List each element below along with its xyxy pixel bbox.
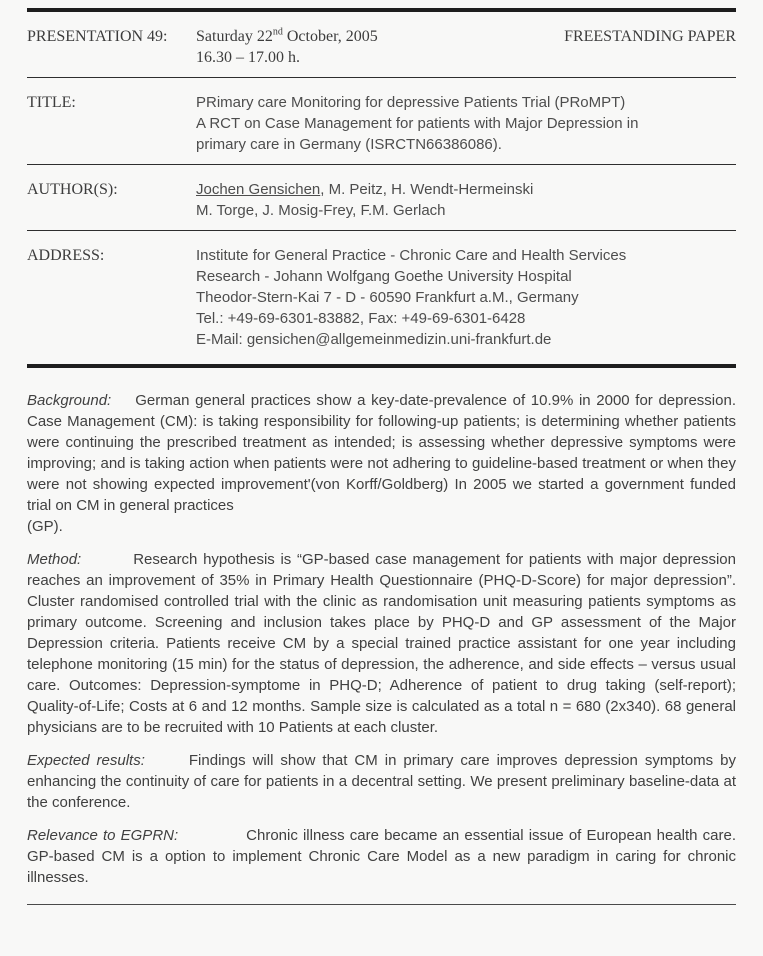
method-text: Research hypothesis is “GP-based case management for patients with major depression reaches an improvement of 35% in Primary Health Questionnaire (PHQ-D-Score) for major depression”. Cluster randomised controlled trial with the clinic as randomisation unit measuring patients symptoms as primary outcome. Screening and inclusion takes place by PHQ-D and GP assessment of the Major Depression criteria. Patients receive CM by a special trained practice assistant for one year including telephone monitoring (15 min) for the status of depression, the adherence, and side effects – versus usual care. Outcomes: Depression-symptome in PHQ-D; Adherence of patient to drug taking (self-report); Quality-of-Life; Costs at 6 and 12 months. Sample size is calculated as a total n = 680 (2x340). 68 general physicians are to be recruited with 10 Patients at each cluster. xyxy=(27,551,736,736)
presentation-label: PRESENTATION 49: xyxy=(27,28,168,45)
paper-type: FREESTANDING PAPER xyxy=(564,28,736,45)
authors-row xyxy=(27,165,736,230)
address-line-1: Institute for General Practice - Chronic Care and Health Services xyxy=(196,247,627,264)
abstract-body xyxy=(27,390,736,888)
section-relevance xyxy=(27,825,736,888)
divider-before-body xyxy=(27,364,736,368)
authors-line-1 xyxy=(196,179,736,200)
method-label: Method: xyxy=(27,551,82,568)
bottom-rule xyxy=(27,904,736,905)
section-background xyxy=(27,390,736,537)
background-text: German general practices show a key-date-prevalence of 10.9% in 2000 for depression. Case Management (CM): is taking responsibility for following-up patients; is determining whether patients were continuing the prescribed treatment as intended; is assessing whether depressive symptoms were improving; and is taking action when patients were not adhering to guideline-based treatment or when they were not showing expected improvement'(von Korff/Goldberg) In 2005 we started a government funded trial on CM in general practices xyxy=(27,392,736,514)
date-prefix: Saturday 22 xyxy=(196,28,273,45)
session-time: 16.30 – 17.00 h. xyxy=(196,49,300,66)
address-line-4: Tel.: +49-69-6301-83882, Fax: +49-69-6301-6428 xyxy=(196,310,526,327)
title-value xyxy=(196,92,736,155)
title-row xyxy=(27,78,736,164)
authors-line-1-rest: , M. Peitz, H. Wendt-Hermeinski xyxy=(320,181,534,198)
lead-author: Jochen Gensichen xyxy=(196,181,321,198)
session-date xyxy=(196,26,564,47)
address-label: ADDRESS: xyxy=(27,247,105,264)
title-line-3: primary care in Germany (ISRCTN66386086). xyxy=(196,136,502,153)
date-suffix: October, 2005 xyxy=(282,28,378,45)
background-label: Background: xyxy=(27,392,112,409)
address-line-2: Research - Johann Wolfgang Goethe University Hospital xyxy=(196,268,572,285)
date-ordinal-suffix: nd xyxy=(272,26,283,38)
title-label: TITLE: xyxy=(27,94,76,111)
expected-results-label: Expected results: xyxy=(27,752,145,769)
authors-label: AUTHOR(S): xyxy=(27,181,118,198)
section-expected-results xyxy=(27,750,736,813)
authors-value xyxy=(196,179,736,221)
presentation-header-row xyxy=(27,12,736,77)
relevance-label: Relevance to EGPRN: xyxy=(27,827,179,844)
section-method xyxy=(27,549,736,738)
title-line-2: A RCT on Case Management for patients with Major Depression in xyxy=(196,115,639,132)
expected-results-text: Findings will show that CM in primary care improves depression symptoms by enhancing the continuity of care for patients in a decentral setting. We present preliminary baseline-data at the conference. xyxy=(27,752,736,811)
background-tail: (GP). xyxy=(27,518,63,535)
title-line-1: PRimary care Monitoring for depressive Patients Trial (PRoMPT) xyxy=(196,94,626,111)
address-value xyxy=(196,245,736,350)
presentation-datetime xyxy=(196,26,564,68)
address-line-3: Theodor-Stern-Kai 7 - D - 60590 Frankfurt a.M., Germany xyxy=(196,289,579,306)
authors-line-2: M. Torge, J. Mosig-Frey, F.M. Gerlach xyxy=(196,202,446,219)
address-line-5: E-Mail: gensichen@allgemeinmedizin.uni-frankfurt.de xyxy=(196,331,552,348)
relevance-text: Chronic illness care became an essential issue of European health care. GP-based CM is a option to implement Chronic Care Model as a new paradigm in caring for chronic illnesses. xyxy=(27,827,736,886)
address-row xyxy=(27,231,736,364)
